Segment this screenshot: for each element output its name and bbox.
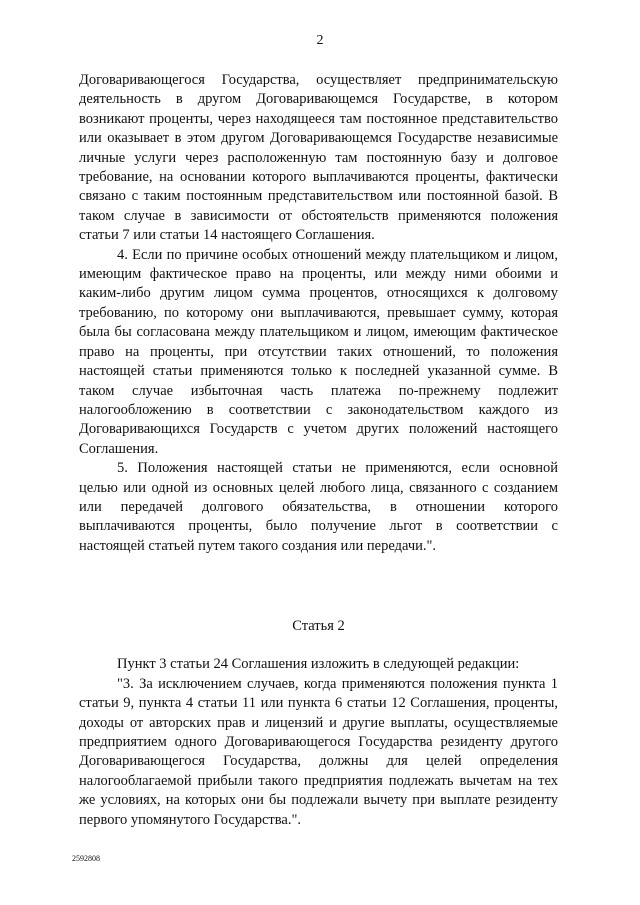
paragraph-continuation: Договаривающегося Государства, осуществляет предпринимательскую деятельность в другом Договаривающемся Государстве, в котором возникают проценты, через находящееся там постоянное представительство или оказывает в этом другом Договаривающемся Государстве независимые личные услуги через расположенную там постоянную базу и долговое требование, на основании которого выплачиваются проценты, фактически связано с таким постоянным представительством или постоянной базой. В таком случае в зависимости от обстоятельств применяются положения статьи 7 или статьи 14 настоящего Соглашения. xyxy=(79,72,558,244)
paragraph-item-5: 5. Положения настоящей статьи не применяются, если основной целью или одной из основных целей любого лица, связанного с созданием или передачей долгового обязательства, в отношении которого выплачиваются проценты, было получение льгот в соответствии с настоящей статьей путем такого создания или передачи.". xyxy=(79,460,558,554)
amendment-text: "3. За исключением случаев, когда применяются положения пункта 1 статьи 9, пункта 4 статьи 11 или пункта 6 статьи 12 Соглашения, проценты, доходы от авторских прав и лицензий и другие выплаты, осуществляемые предприятием одного Договаривающегося Государства резиденту другого Договаривающегося Государства, должны для целей определения налогооблагаемой прибыли такого предприятия подлежать вычетам на тех же условиях, на которых они бы подлежали вычету при выплате резиденту первого упомянутого Государства.". xyxy=(79,675,558,828)
document-code: 2592808 xyxy=(72,854,100,863)
article-title: Статья 2 xyxy=(292,618,345,634)
body-text-lower xyxy=(79,596,558,830)
page-number: 2 xyxy=(316,33,324,48)
paragraph-item-4: 4. Если по причине особых отношений между плательщиком и лицом, имеющим фактическое право на проценты, или между ними обоими и каким-либо другим лицом сумма процентов, относящихся к долговому требованию, по которому они выплачиваются, превышает сумму, которая была бы согласована между плательщиком и лицом, имеющим фактическое право на проценты, при отсутствии таких отношений, то положения настоящей статьи применяются только к последней указанной сумме. В таком случае избыточная часть платежа по-прежнему подлежит налогообложению в соответствии с законодательством каждого из Договаривающихся Государств с учетом других положений настоящего Соглашения. xyxy=(79,246,558,457)
body-text-upper xyxy=(79,71,558,556)
amendment-intro: Пункт 3 статьи 24 Соглашения изложить в следующей редакции: xyxy=(117,656,520,673)
